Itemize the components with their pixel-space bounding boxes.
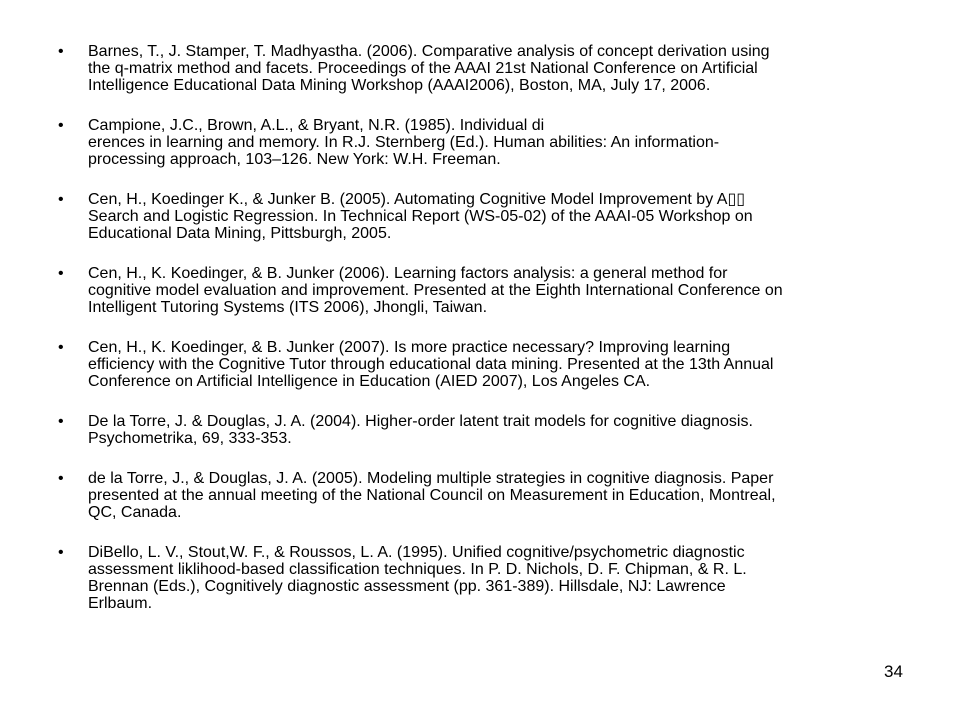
reference-item — [58, 191, 918, 242]
reference-item — [58, 544, 918, 612]
reference-line: Campione, J.C., Brown, A.L., & Bryant, N.R. (1985). Individual di — [88, 117, 545, 134]
reference-line: Educational Data Mining, Pittsburgh, 2005. — [88, 225, 392, 242]
reference-line: Brennan (Eds.), Cognitively diagnostic assessment (pp. 361-389). Hillsdale, NJ: Lawrence — [88, 578, 726, 595]
reference-line: Conference on Artificial Intelligence in Education (AIED 2007), Los Angeles CA. — [88, 373, 651, 390]
reference-line: efficiency with the Cognitive Tutor through educational data mining. Presented at the 13th Annual — [88, 356, 774, 373]
reference-line: processing approach, 103–126. New York: W.H. Freeman. — [88, 151, 501, 168]
reference-item — [58, 43, 918, 94]
reference-line: presented at the annual meeting of the National Council on Measurement in Education, Montreal, — [88, 487, 776, 504]
reference-line: QC, Canada. — [88, 504, 182, 521]
reference-line: the q-matrix method and facets. Proceedings of the AAAI 21st National Conference on Artificial — [88, 60, 758, 77]
reference-line: Search and Logistic Regression. In Technical Report (WS-05-02) of the AAAI-05 Workshop on — [88, 208, 753, 225]
bullet-icon: • — [58, 43, 64, 60]
reference-list — [58, 43, 918, 635]
reference-item — [58, 265, 918, 316]
page-number: 34 — [884, 662, 903, 681]
reference-item — [58, 413, 918, 447]
reference-line: Erlbaum. — [88, 595, 153, 612]
reference-line: Cen, H., Koedinger K., & Junker B. (2005). Automating Cognitive Model Improvement by A▯▯ — [88, 191, 746, 208]
reference-item — [58, 470, 918, 521]
bullet-icon: • — [58, 117, 64, 134]
reference-item — [58, 117, 918, 168]
reference-line: Intelligence Educational Data Mining Workshop (AAAI2006), Boston, MA, July 17, 2006. — [88, 77, 711, 94]
bullet-icon: • — [58, 470, 64, 487]
bullet-icon: • — [58, 265, 64, 282]
reference-line: Cen, H., K. Koedinger, & B. Junker (2007). Is more practice necessary? Improving learning — [88, 339, 731, 356]
reference-line: cognitive model evaluation and improvement. Presented at the Eighth International Conference on — [88, 282, 783, 299]
reference-item — [58, 339, 918, 390]
bullet-icon: • — [58, 544, 64, 561]
reference-line: de la Torre, J., & Douglas, J. A. (2005). Modeling multiple strategies in cognitive diagnosis. Paper — [88, 470, 774, 487]
reference-line: Psychometrika, 69, 333-353. — [88, 430, 292, 447]
reference-line: De la Torre, J. & Douglas, J. A. (2004). Higher-order latent trait models for cognitive diagnosis. — [88, 413, 753, 430]
bullet-icon: • — [58, 339, 64, 356]
reference-line: Barnes, T., J. Stamper, T. Madhyastha. (2006). Comparative analysis of concept derivation using — [88, 43, 770, 60]
reference-line: assessment liklihood-based classification techniques. In P. D. Nichols, D. F. Chipman, & R. L. — [88, 561, 747, 578]
reference-line: erences in learning and memory. In R.J. Sternberg (Ed.). Human abilities: An information- — [88, 134, 720, 151]
reference-line: Cen, H., K. Koedinger, & B. Junker (2006). Learning factors analysis: a general method for — [88, 265, 728, 282]
reference-line: Intelligent Tutoring Systems (ITS 2006), Jhongli, Taiwan. — [88, 299, 488, 316]
reference-line: DiBello, L. V., Stout,W. F., & Roussos, L. A. (1995). Unified cognitive/psychometric diagnostic — [88, 544, 745, 561]
bullet-icon: • — [58, 191, 64, 208]
bullet-icon: • — [58, 413, 64, 430]
